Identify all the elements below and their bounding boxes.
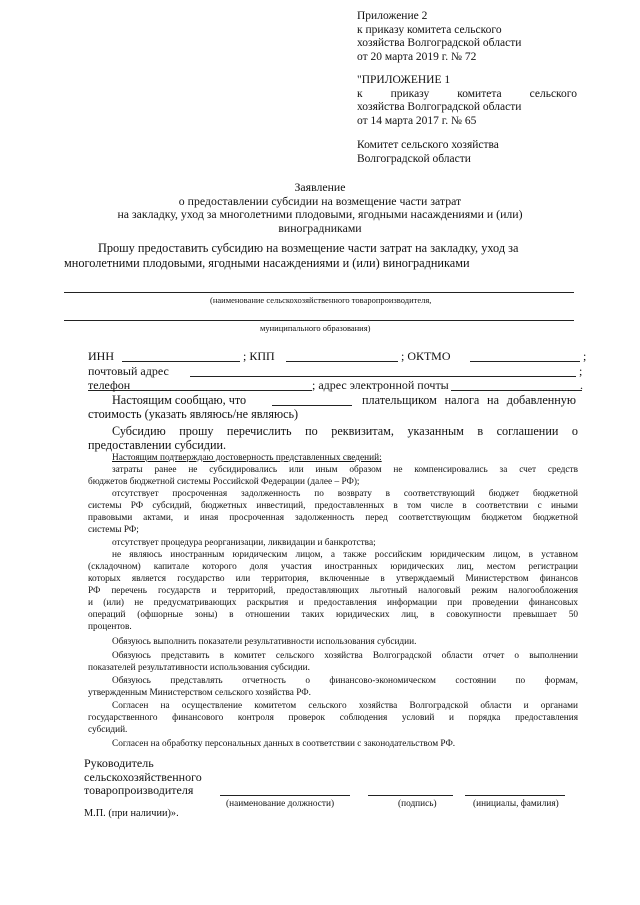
period: .	[580, 378, 583, 392]
signature-caption: (подпись)	[398, 799, 437, 809]
separator: ;	[583, 349, 587, 363]
obligation-paragraph-1: Обязуюсь выполнить показатели результативности использования субсидии.	[112, 637, 417, 647]
word: к	[357, 87, 363, 100]
signature-title-line: сельскохозяйственного	[84, 769, 202, 784]
paragraph-line: процентов.	[88, 622, 132, 632]
paragraph-line: субсидий.	[88, 725, 128, 735]
paragraph-line: системы РФ субсидий, бюджетных инвестиций, предоставленных в том числе в соответствии с иными	[88, 501, 578, 511]
position-caption: (наименование должности)	[226, 799, 335, 809]
paragraph-line: Согласен на осуществление комитетом сельского хозяйства Волгоградской области и органами	[112, 701, 578, 711]
obligation-paragraph-2	[88, 650, 578, 674]
confirm-paragraph-2	[88, 488, 578, 536]
title-line: на закладку, уход за многолетними плодовыми, ягодными насаждениями и (или)	[117, 207, 523, 221]
title-line: о предоставлении субсидии на возмещение части затрат	[178, 193, 462, 208]
paragraph-line: не являюсь иностранным юридическим лицом, а также российским юридическим лицом, в уставном	[112, 550, 578, 560]
paragraph-line: утвержденным Министерством сельского хозяйства РФ.	[88, 688, 311, 698]
paragraph-line: правовыми актами, и иная просроченная задолженность перед соответствующим бюджетом бюджетной	[88, 513, 578, 523]
appendix-1-order-line	[357, 88, 577, 102]
paragraph-line: операций (офшорные зоны) в отношении таких юридических лиц, в совокупности превышает 50	[88, 610, 578, 620]
paragraph-line: РФ перечень государств и территорий, предоставляющих льготный налоговый режим налогообложения	[88, 586, 578, 596]
transfer-line-2: предоставлении субсидии.	[88, 438, 227, 452]
initials-caption: (инициалы, фамилия)	[473, 799, 559, 809]
paragraph-line: Обязуюсь представить в комитет сельского хозяйства Волгоградской области отчет о выполнении	[112, 651, 578, 661]
transfer-line-1: Субсидию прошу перечислить по реквизитам, указанным в соглашении о	[112, 424, 578, 438]
signature-title-line: Руководитель	[84, 756, 154, 770]
postal-address-field[interactable]	[190, 376, 576, 377]
producer-name-line[interactable]	[64, 292, 574, 293]
word: комитета	[457, 87, 502, 100]
stamp-note: М.П. (при наличии)».	[84, 808, 179, 819]
position-field[interactable]	[220, 795, 350, 796]
vat-line-end: плательщиком налога на добавленную	[362, 393, 576, 407]
email-label: ; адрес электронной почты	[312, 378, 449, 392]
appendix-1-title: "ПРИЛОЖЕНИЕ 1	[357, 74, 451, 86]
confirm-paragraph-3: отсутствует процедура реорганизации, ликвидации и банкротства;	[112, 538, 376, 548]
kpp-field[interactable]	[286, 361, 398, 362]
paragraph-line: бюджетов бюджетной системы Российской Федерации (далее – РФ);	[88, 477, 360, 487]
municipality-line[interactable]	[64, 320, 574, 321]
appendix-2-block	[357, 10, 521, 64]
oktmo-field[interactable]	[470, 361, 580, 362]
addressee-line: Волгоградской области	[357, 152, 471, 165]
appendix-1-line: хозяйства Волгоградской области	[357, 101, 522, 113]
appendix-2-line: хозяйства Волгоградской области	[357, 37, 522, 49]
request-line-1: Прошу предоставить субсидию на возмещение части затрат на закладку, уход за	[98, 241, 519, 255]
signature-field[interactable]	[368, 795, 453, 796]
phone-field[interactable]	[193, 390, 310, 391]
obligation-paragraph-3	[88, 675, 578, 699]
appendix-1-block	[357, 74, 577, 128]
paragraph-line: государственного финансового контроля проверок соблюдения условий и порядка предоставления	[88, 713, 578, 723]
kpp-label: ; КПП	[243, 349, 275, 363]
paragraph-line: затраты ранее не субсидировались или иным образом не компенсировались за счет средств	[112, 465, 578, 475]
document-title	[60, 181, 580, 235]
appendix-2-line: от 20 марта 2019 г. № 72	[357, 50, 477, 63]
title-line: виноградниками	[278, 220, 362, 235]
paragraph-line: (складочном) капитале которого доля участия иностранных юридических лиц, местом регистрации	[88, 562, 578, 572]
appendix-1-line: от 14 марта 2017 г. № 65	[357, 114, 477, 127]
paragraph-line: показателей результативности использования субсидии.	[88, 663, 310, 673]
inn-label: ИНН	[88, 349, 114, 363]
phone-label: телефон	[88, 378, 131, 392]
paragraph-line: которых является государство или территория, включенные в утверждаемый Министерством финансов	[88, 574, 578, 584]
municipality-caption: муниципального образования)	[260, 323, 371, 333]
vat-status-field[interactable]	[272, 405, 352, 406]
addressee-block	[357, 139, 499, 166]
request-line-2: многолетними плодовыми, ягодными насаждениями и (или) виноградниками	[64, 256, 470, 270]
signature-title-line: товаропроизводителя	[84, 783, 194, 797]
obligation-paragraph-4	[88, 700, 578, 736]
appendix-2-line: Приложение 2	[357, 10, 428, 22]
initials-field[interactable]	[465, 795, 565, 796]
confirm-paragraph-1	[88, 464, 578, 488]
vat-line-2: стоимость (указать являюсь/не являюсь)	[88, 407, 299, 421]
oktmo-label: ; ОКТМО	[401, 349, 451, 363]
inn-field[interactable]	[122, 361, 240, 362]
paragraph-line: и (или) не предусматривающих раскрытия и предоставления информации при проведении финансовых	[88, 598, 578, 608]
word: приказу	[390, 87, 430, 100]
addressee-line: Комитет сельского хозяйства	[357, 139, 499, 151]
appendix-2-line: к приказу комитета сельского	[357, 23, 502, 36]
paragraph-line: системы РФ;	[88, 525, 139, 535]
signature-title	[84, 757, 202, 798]
confirm-heading: Настоящим подтверждаю достоверность представленных сведений:	[112, 453, 382, 463]
confirm-paragraph-4	[88, 549, 578, 633]
obligation-paragraph-5: Согласен на обработку персональных данных в соответствии с законодательством РФ.	[112, 739, 456, 749]
producer-caption: (наименование сельскохозяйственного товаропроизводителя,	[210, 295, 432, 305]
title-heading: Заявление	[294, 180, 346, 194]
postal-address-label: почтовый адрес	[88, 364, 169, 378]
word: сельского	[529, 87, 577, 100]
separator: ;	[579, 364, 583, 378]
paragraph-line: отсутствует просроченная задолженность по возврату в соответствующий бюджет бюджетной	[112, 489, 578, 499]
paragraph-line: Обязуюсь представлять отчетность о финансово-экономическом состоянии по формам,	[112, 676, 578, 686]
vat-line-start: Настоящим сообщаю, что	[112, 393, 247, 407]
